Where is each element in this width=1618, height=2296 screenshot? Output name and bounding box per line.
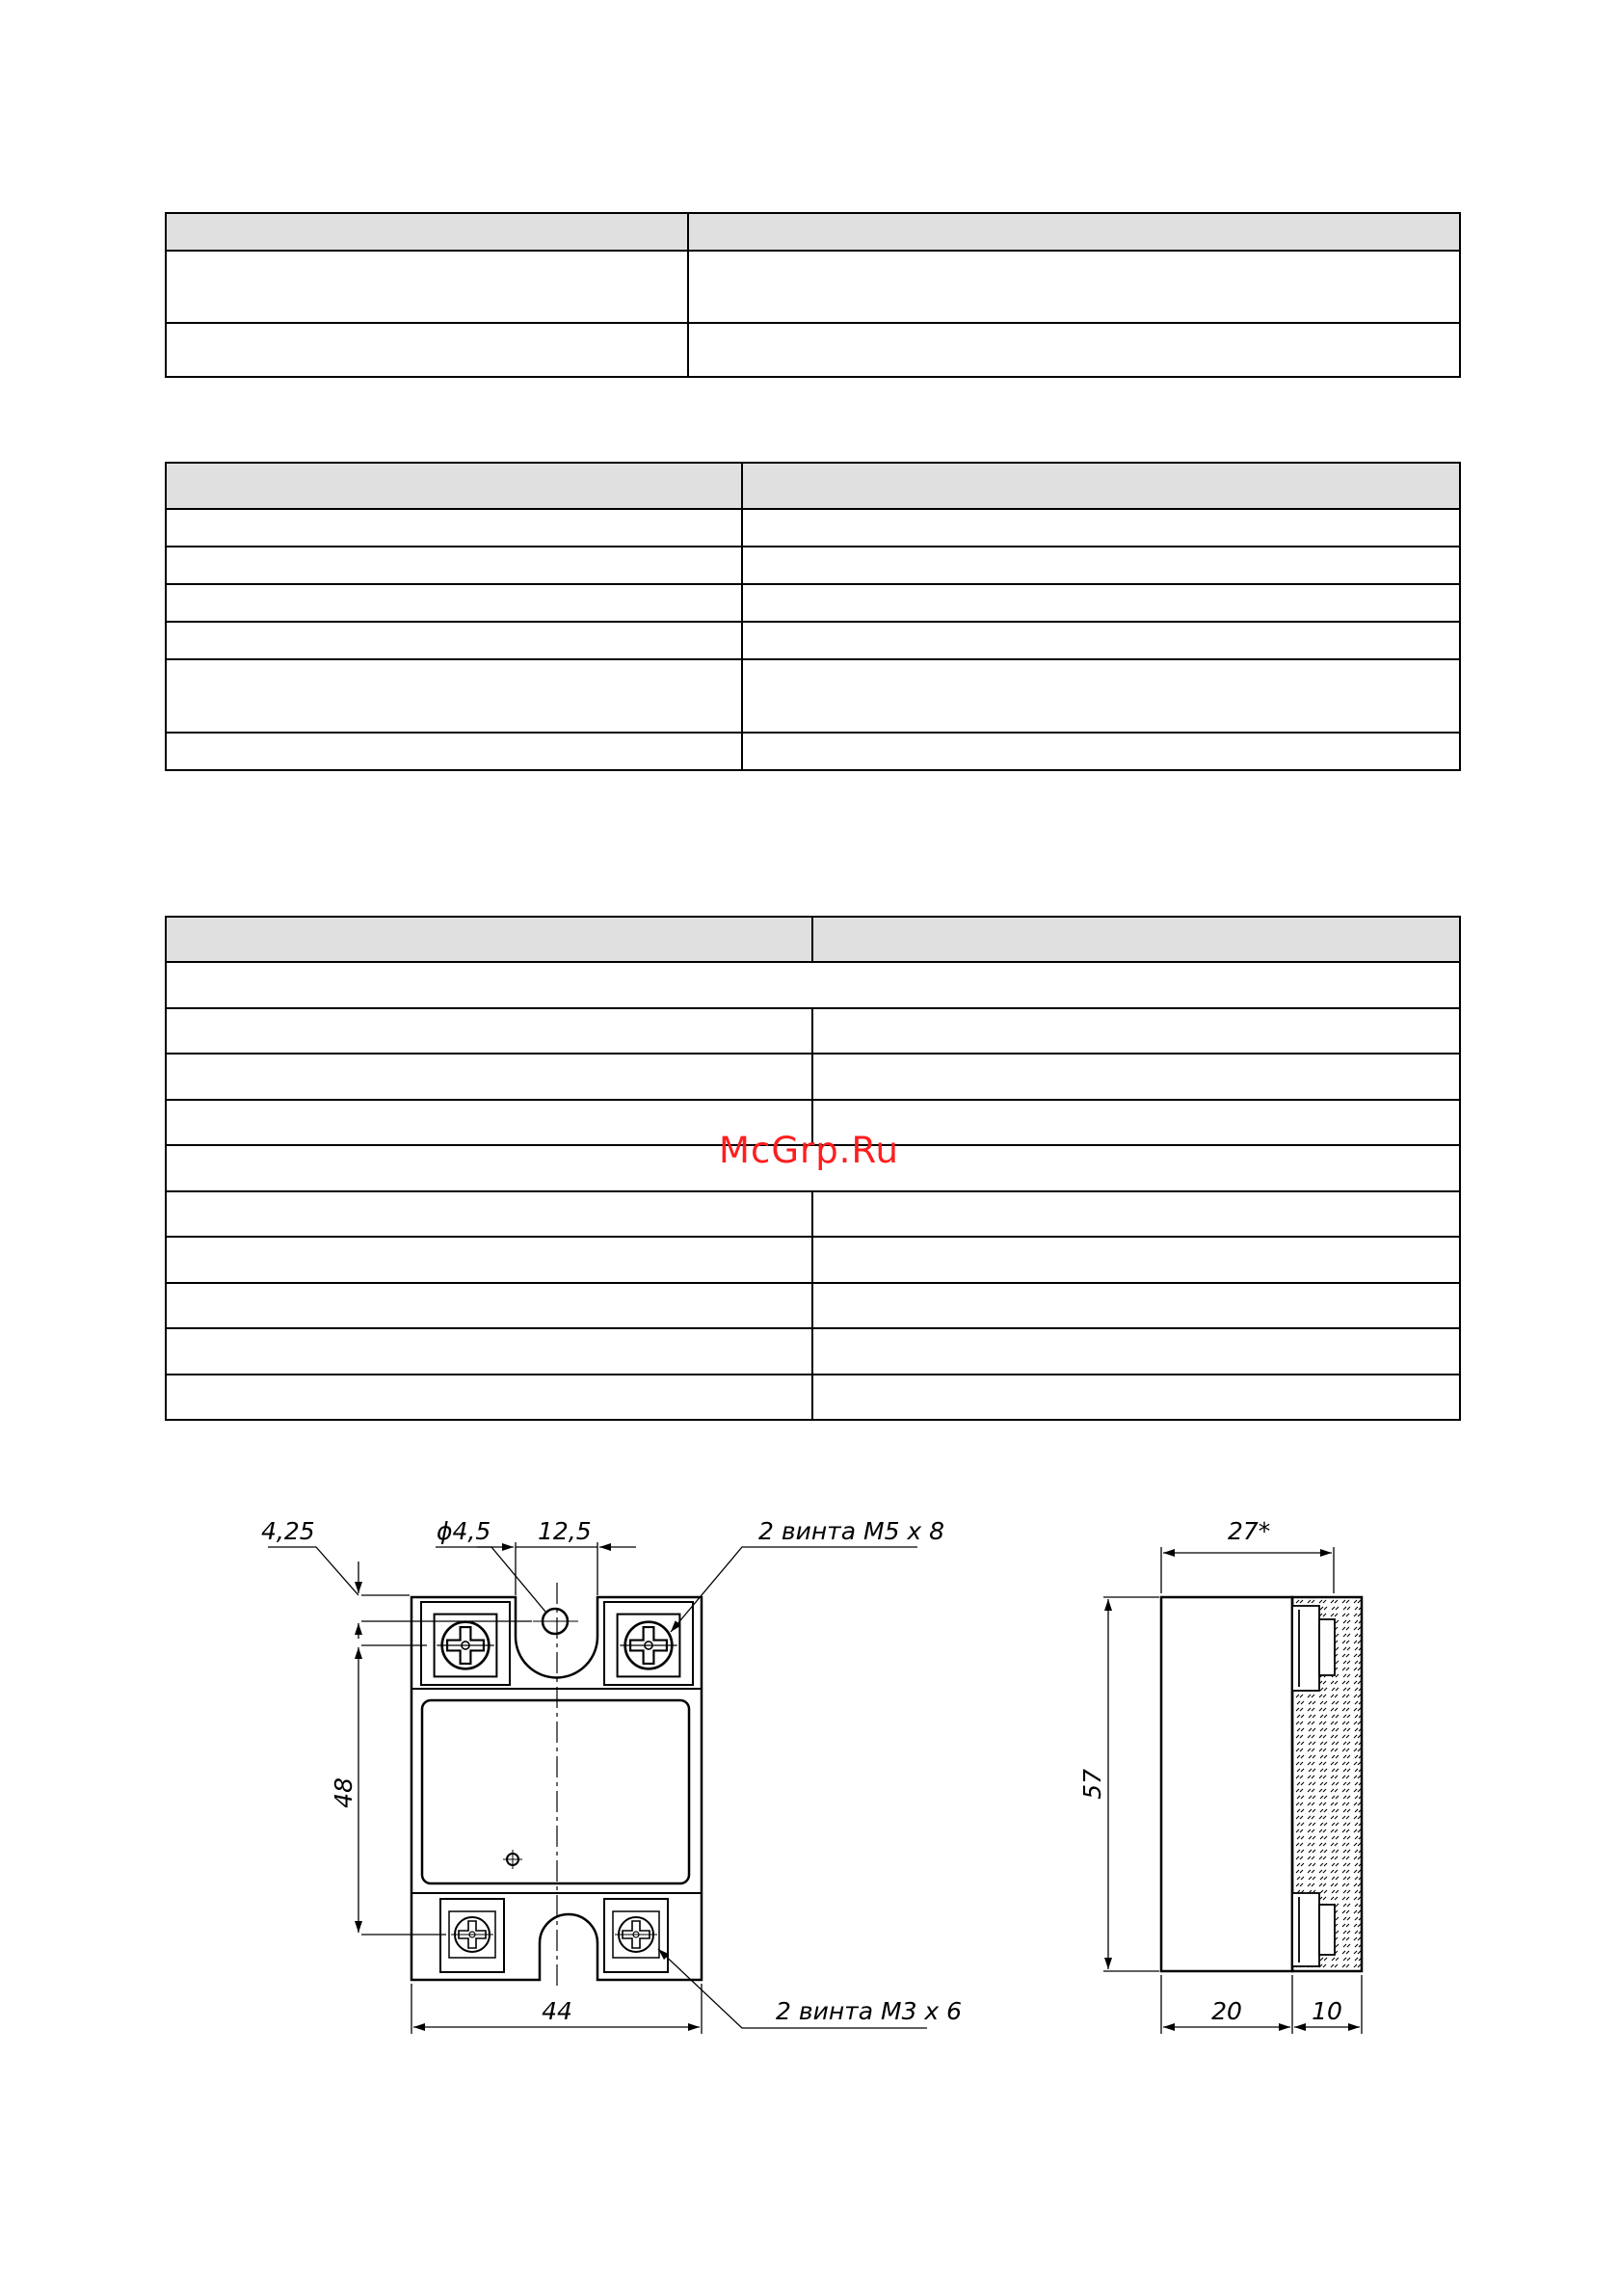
dim-57: 57 <box>1078 1769 1106 1800</box>
dim-20: 20 <box>1211 1997 1242 2025</box>
label-window <box>422 1700 689 1883</box>
note-screws-m5: 2 винта М5 х 8 <box>758 1517 945 1545</box>
side-view <box>1161 1597 1362 1971</box>
dim-44: 44 <box>542 1997 572 2025</box>
dim-425: 4,25 <box>261 1517 315 1545</box>
terminal-bottom-left <box>440 1899 504 1972</box>
front-view <box>411 1583 702 1988</box>
side-terminal-bottom <box>1292 1893 1335 1966</box>
terminal-top-right <box>604 1602 693 1685</box>
dim-125: 12,5 <box>538 1517 592 1545</box>
terminal-top-left <box>421 1602 510 1685</box>
led-indicator <box>503 1850 522 1869</box>
dim-hole-diameter: ϕ4,5 <box>437 1517 491 1545</box>
dim-10: 10 <box>1312 1997 1342 2025</box>
side-body <box>1161 1597 1292 1971</box>
terminal-bottom-right <box>604 1899 668 1972</box>
note-screws-m3: 2 винта М3 х 6 <box>776 1997 963 2025</box>
dim-27: 27* <box>1228 1517 1271 1545</box>
dim-48: 48 <box>330 1777 358 1808</box>
watermark: McGrp.Ru <box>719 1130 899 1171</box>
